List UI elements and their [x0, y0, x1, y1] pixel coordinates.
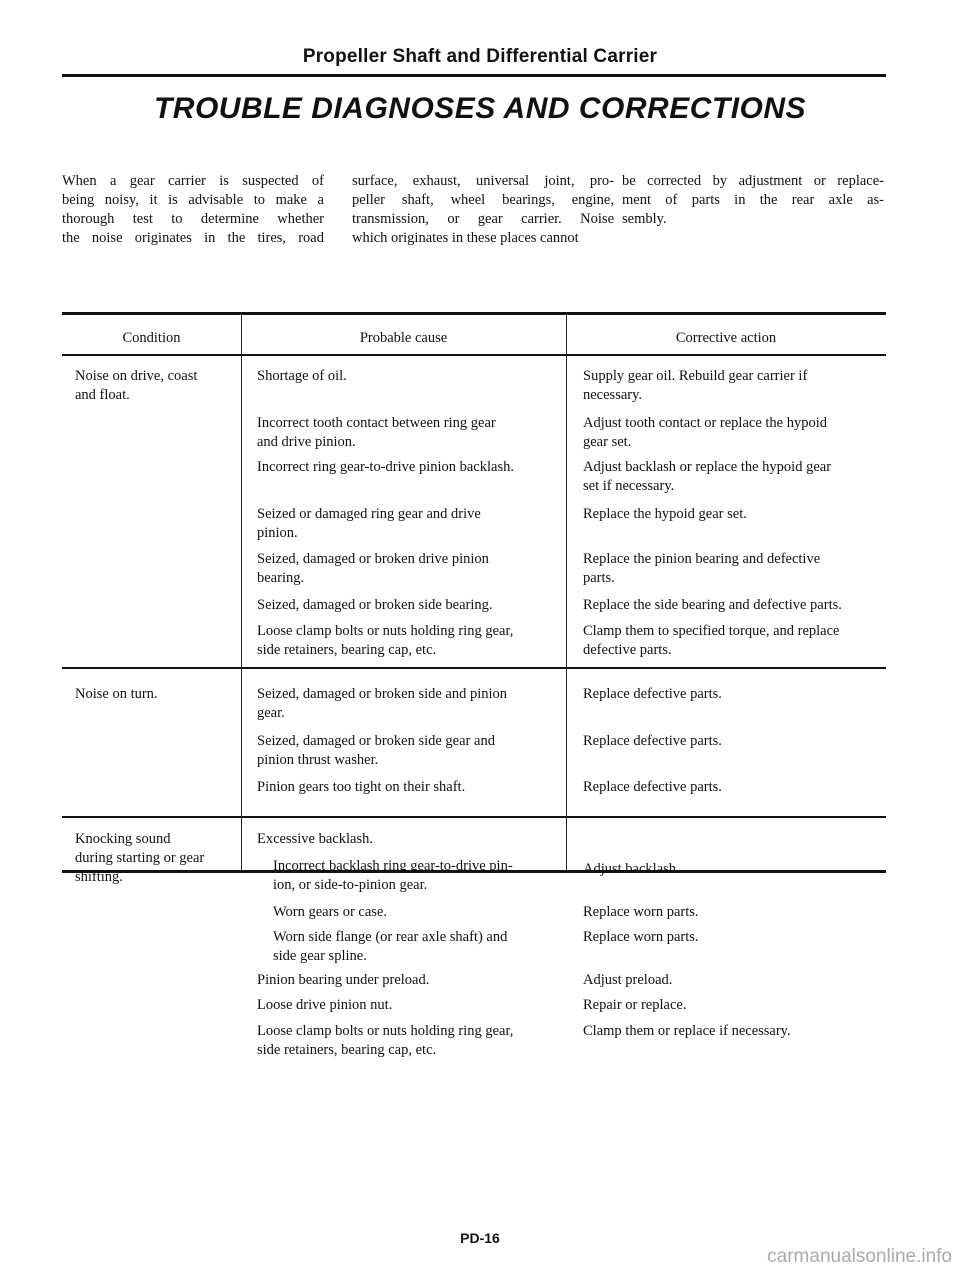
action-cell-line: Replace defective parts. — [583, 686, 722, 702]
table-header-rule — [62, 354, 886, 356]
condition-cell-line: and float. — [75, 387, 130, 403]
condition-cell-line: shifting. — [75, 869, 123, 885]
action-cell — [583, 596, 883, 615]
cause-cell-line: Worn gears or case. — [273, 904, 387, 920]
table-top-rule — [62, 312, 886, 315]
action-cell — [583, 860, 883, 879]
intro-line: peller shaft, wheel bearings, engine, — [352, 192, 614, 208]
action-cell-line: Adjust backlash. — [583, 861, 680, 877]
intro-line: surface, exhaust, universal joint, pro- — [352, 173, 614, 189]
action-cell — [583, 778, 883, 797]
cause-cell-line: Pinion gears too tight on their shaft. — [257, 779, 466, 795]
intro-column-3 — [622, 172, 884, 229]
cause-cell-line: Incorrect backlash ring gear-to-drive pin- — [273, 858, 513, 874]
cause-cell-line: Loose clamp bolts or nuts holding ring gear, — [257, 1023, 514, 1039]
action-cell — [583, 996, 883, 1015]
cause-cell-line: ion, or side-to-pinion gear. — [273, 877, 428, 893]
cause-cell-line: Shortage of oil. — [257, 368, 347, 384]
action-cell-line: Repair or replace. — [583, 997, 687, 1013]
cause-cell — [257, 550, 557, 588]
cause-cell — [257, 778, 557, 797]
cause-cell-line: Loose drive pinion nut. — [257, 997, 393, 1013]
condition-cell — [75, 685, 235, 704]
intro-line: which originates in these places cannot — [352, 230, 579, 246]
condition-cell-line: during starting or gear — [75, 850, 205, 866]
cause-cell-line: Seized, damaged or broken side and pinion — [257, 686, 508, 702]
action-cell-line: Replace the side bearing and defective parts. — [583, 597, 842, 613]
action-cell — [583, 550, 883, 588]
cause-cell-line: Loose clamp bolts or nuts holding ring gear, — [257, 623, 514, 639]
condition-cell-line: Noise on drive, coast — [75, 368, 198, 384]
table-row-rule — [62, 816, 886, 818]
cause-cell-line: Excessive backlash. — [257, 831, 373, 847]
action-cell-line: Replace worn parts. — [583, 904, 699, 920]
cause-cell-line: and drive pinion. — [257, 434, 356, 450]
action-cell — [583, 732, 883, 751]
action-cell-line: Adjust backlash or replace the hypoid gear — [583, 459, 832, 475]
action-cell-line: Clamp them to specified torque, and replace — [583, 623, 840, 639]
table-row-rule — [62, 667, 886, 669]
cause-cell-line: side gear spline. — [273, 948, 367, 964]
cause-cell — [257, 1022, 557, 1060]
cause-cell — [273, 903, 573, 922]
cause-cell-line: Seized, damaged or broken side gear and — [257, 733, 495, 749]
cause-cell — [257, 367, 557, 386]
cause-cell — [257, 505, 557, 543]
cause-cell-line: Seized, damaged or broken side bearing. — [257, 597, 493, 613]
cause-cell-line: pinion thrust washer. — [257, 752, 379, 768]
action-cell-line: Adjust tooth contact or replace the hypoid — [583, 415, 828, 431]
action-cell — [583, 622, 883, 660]
condition-cell — [75, 367, 235, 405]
cause-cell — [257, 685, 557, 723]
page-title: TROUBLE DIAGNOSES AND CORRECTIONS — [153, 92, 807, 125]
header-rule — [62, 74, 886, 77]
action-cell-line: Replace defective parts. — [583, 733, 722, 749]
action-cell — [583, 928, 883, 947]
intro-line: When a gear carrier is suspected of — [62, 173, 324, 189]
action-cell — [583, 685, 883, 704]
intro-line: ment of parts in the rear axle as- — [622, 192, 884, 208]
column-divider — [566, 313, 567, 871]
action-cell — [583, 971, 883, 990]
cause-cell — [257, 971, 557, 990]
cause-cell-line: Seized, damaged or broken drive pinion — [257, 551, 489, 567]
intro-column-1 — [62, 172, 324, 248]
cause-cell — [257, 458, 557, 477]
cause-cell-line: Pinion bearing under preload. — [257, 972, 430, 988]
header-corrective-action: Corrective action — [675, 330, 777, 346]
condition-cell-line: Knocking sound — [75, 831, 171, 847]
action-cell-line: defective parts. — [583, 642, 672, 658]
intro-line: thorough test to determine whether — [62, 211, 324, 227]
action-cell-line: Supply gear oil. Rebuild gear carrier if — [583, 368, 808, 384]
action-cell-line: parts. — [583, 570, 615, 586]
action-cell-line: necessary. — [583, 387, 643, 403]
action-cell-line: Replace the hypoid gear set. — [583, 506, 747, 522]
cause-cell-line: gear. — [257, 705, 285, 721]
cause-cell-line: Worn side flange (or rear axle shaft) and — [273, 929, 508, 945]
cause-cell-line: pinion. — [257, 525, 298, 541]
condition-cell — [75, 830, 235, 887]
action-cell — [583, 414, 883, 452]
cause-cell — [257, 732, 557, 770]
cause-cell — [273, 857, 573, 895]
cause-cell-line: side retainers, bearing cap, etc. — [257, 642, 437, 658]
action-cell-line: Adjust preload. — [583, 972, 673, 988]
cause-cell — [257, 830, 557, 849]
watermark: carmanualsonline.info — [767, 1246, 952, 1267]
cause-cell-line: bearing. — [257, 570, 305, 586]
action-cell-line: Replace the pinion bearing and defective — [583, 551, 821, 567]
header-probable-cause: Probable cause — [359, 330, 448, 346]
section-header: Propeller Shaft and Differential Carrier — [302, 46, 658, 67]
cause-cell-line: Incorrect tooth contact between ring gear — [257, 415, 496, 431]
column-divider — [241, 313, 242, 871]
action-cell — [583, 1022, 883, 1041]
cause-cell — [257, 622, 557, 660]
cause-cell-line: side retainers, bearing cap, etc. — [257, 1042, 437, 1058]
cause-cell — [257, 596, 557, 615]
action-cell — [583, 505, 883, 524]
intro-line: transmission, or gear carrier. Noise — [352, 211, 614, 227]
intro-line: sembly. — [622, 211, 667, 227]
action-cell-line: gear set. — [583, 434, 632, 450]
cause-cell — [257, 414, 557, 452]
action-cell — [583, 903, 883, 922]
action-cell-line: set if necessary. — [583, 478, 675, 494]
action-cell-line: Replace defective parts. — [583, 779, 722, 795]
action-cell-line: Replace worn parts. — [583, 929, 699, 945]
cause-cell — [257, 996, 557, 1015]
cause-cell — [273, 928, 573, 966]
action-cell — [583, 458, 883, 496]
intro-line: be corrected by adjustment or replace- — [622, 173, 884, 189]
intro-column-2 — [352, 172, 614, 248]
header-condition: Condition — [122, 330, 181, 346]
cause-cell-line: Incorrect ring gear-to-drive pinion backlash. — [257, 459, 514, 475]
intro-line: the noise originates in the tires, road — [62, 230, 324, 246]
intro-line: being noisy, it is advisable to make a — [62, 192, 324, 208]
action-cell — [583, 367, 883, 405]
page-number: PD-16 — [460, 1230, 500, 1246]
action-cell-line: Clamp them or replace if necessary. — [583, 1023, 791, 1039]
cause-cell-line: Seized or damaged ring gear and drive — [257, 506, 481, 522]
condition-cell-line: Noise on turn. — [75, 686, 158, 702]
